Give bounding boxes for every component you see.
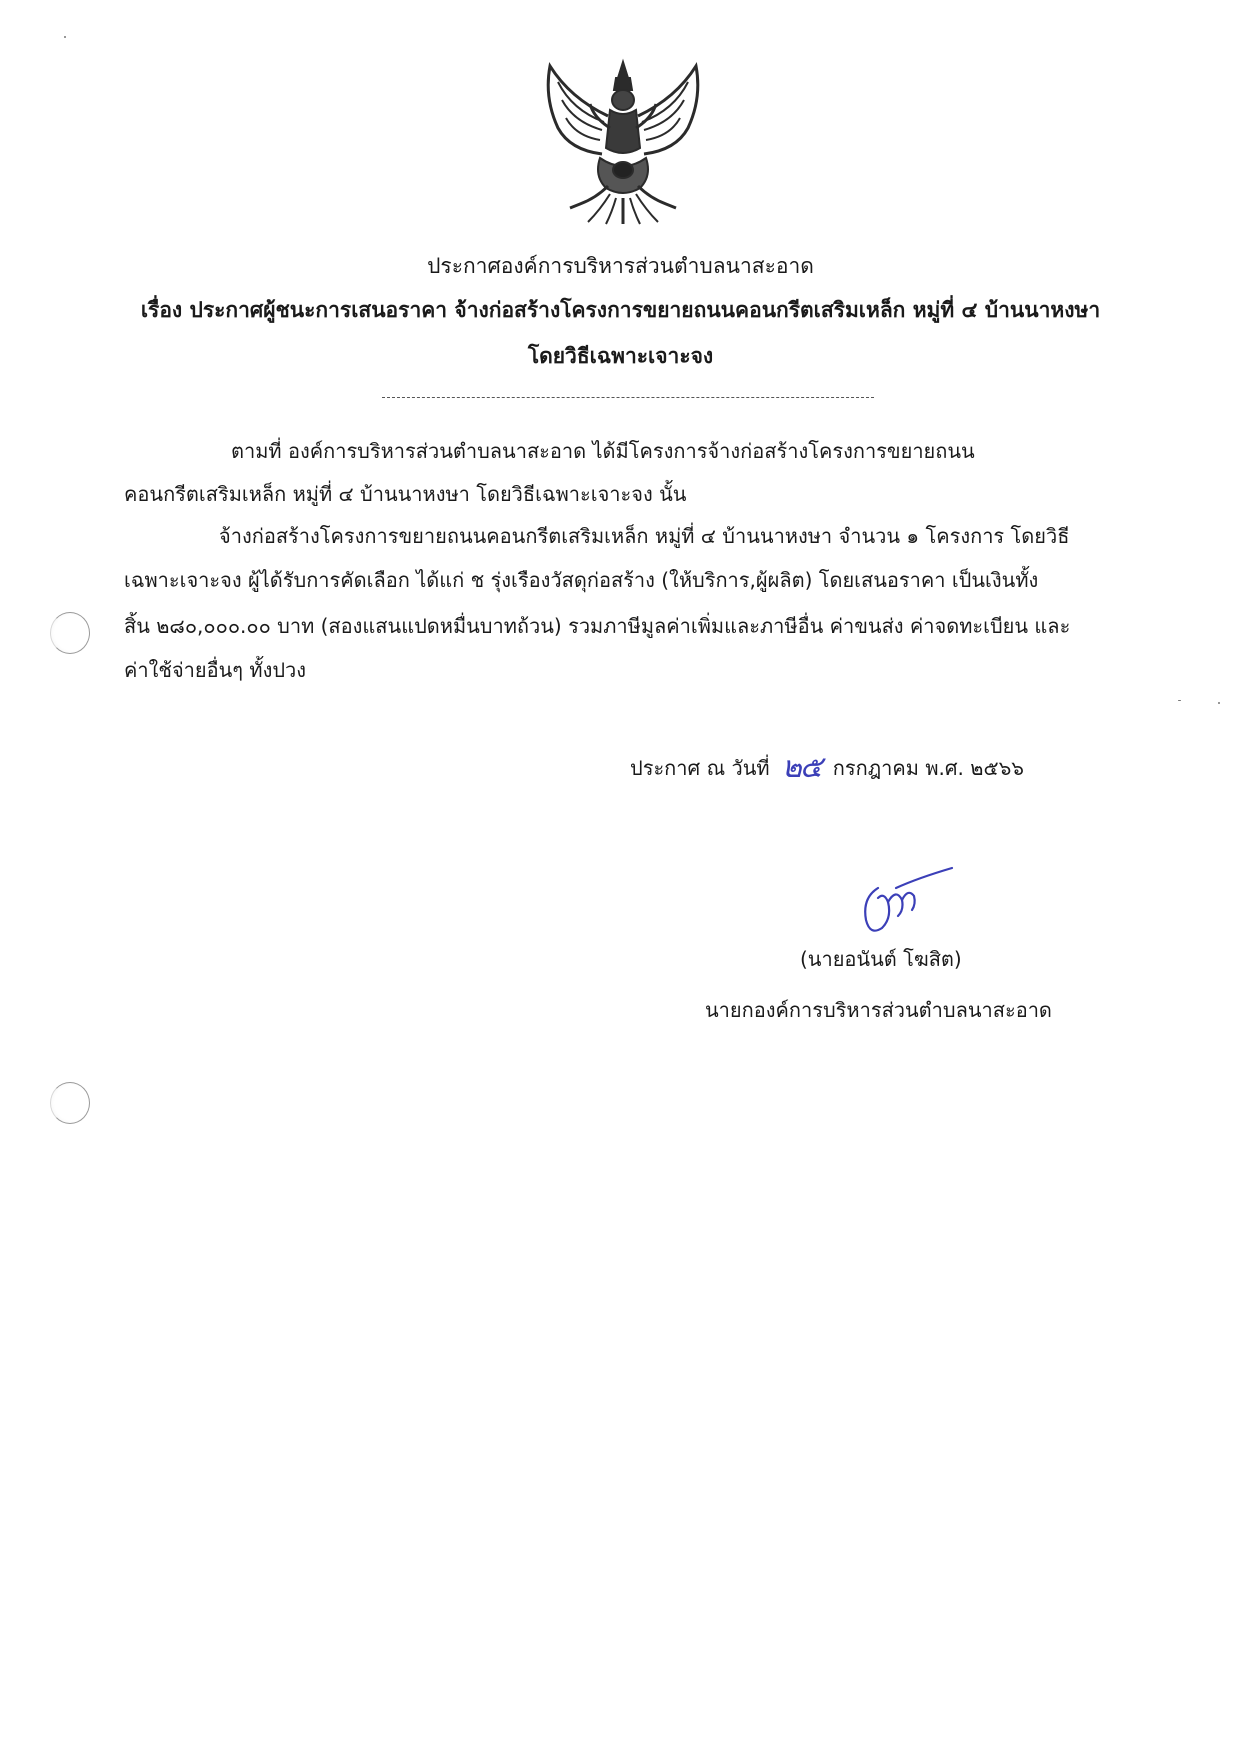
paragraph-2-line-4: ค่าใช้จ่ายอื่นๆ ทั้งปวง bbox=[124, 658, 307, 682]
header-divider bbox=[382, 397, 874, 398]
punch-hole bbox=[50, 1082, 90, 1124]
paragraph-2-line-3: สิ้น ๒๘๐,๐๐๐.๐๐ บาท (สองแสนแปดหมื่นบาทถ้วน) รวมภาษีมูลค่าเพิ่มและภาษีอื่น ค่าขนส่ง ค่าจดทะเบียน และ bbox=[124, 614, 1071, 638]
handwritten-signature-icon bbox=[848, 858, 958, 938]
paragraph-2-line-1: จ้างก่อสร้างโครงการขยายถนนคอนกรีตเสริมเหล็ก หมู่ที่ ๔ บ้านนาหงษา จำนวน ๑ โครงการ โดยวิธี bbox=[219, 524, 1070, 548]
announcement-organization-title: ประกาศองค์การบริหารส่วนตำบลนาสะอาด bbox=[427, 254, 814, 278]
announcement-date bbox=[630, 749, 1024, 785]
announcement-method: โดยวิธีเฉพาะเจาะจง bbox=[527, 344, 714, 368]
paragraph-1-line-2: คอนกรีตเสริมเหล็ก หมู่ที่ ๔ บ้านนาหงษา โดยวิธีเฉพาะเจาะจง นั้น bbox=[124, 482, 687, 506]
signer-position: นายกองค์การบริหารส่วนตำบลนาสะอาด bbox=[705, 998, 1052, 1022]
date-suffix: กรกฎาคม พ.ศ. ๒๕๖๖ bbox=[832, 755, 1024, 780]
paragraph-1-line-1: ตามที่ องค์การบริหารส่วนตำบลนาสะอาด ได้มีโครงการจ้างก่อสร้างโครงการขยายถนน bbox=[231, 439, 975, 463]
punch-hole bbox=[50, 612, 90, 654]
paragraph-2-line-2: เฉพาะเจาะจง ผู้ได้รับการคัดเลือก ได้แก่ ช รุ่งเรืองวัสดุก่อสร้าง (ให้บริการ,ผู้ผลิต) โดยเสนอราคา เป็นเงินทั้ง bbox=[124, 568, 1039, 592]
scan-speck bbox=[1218, 702, 1220, 704]
date-day-handwritten: ๒๕ bbox=[781, 749, 821, 785]
signer-name: (นายอนันต์ โฆสิต) bbox=[800, 947, 962, 971]
garuda-emblem-icon bbox=[540, 58, 706, 226]
date-prefix: ประกาศ ณ วันที่ bbox=[630, 755, 770, 780]
scan-speck bbox=[64, 36, 66, 38]
scan-speck bbox=[1178, 700, 1181, 701]
announcement-subject: เรื่อง ประกาศผู้ชนะการเสนอราคา จ้างก่อสร้างโครงการขยายถนนคอนกรีตเสริมเหล็ก หมู่ที่ ๔ บ้านนาหงษา bbox=[140, 298, 1101, 322]
